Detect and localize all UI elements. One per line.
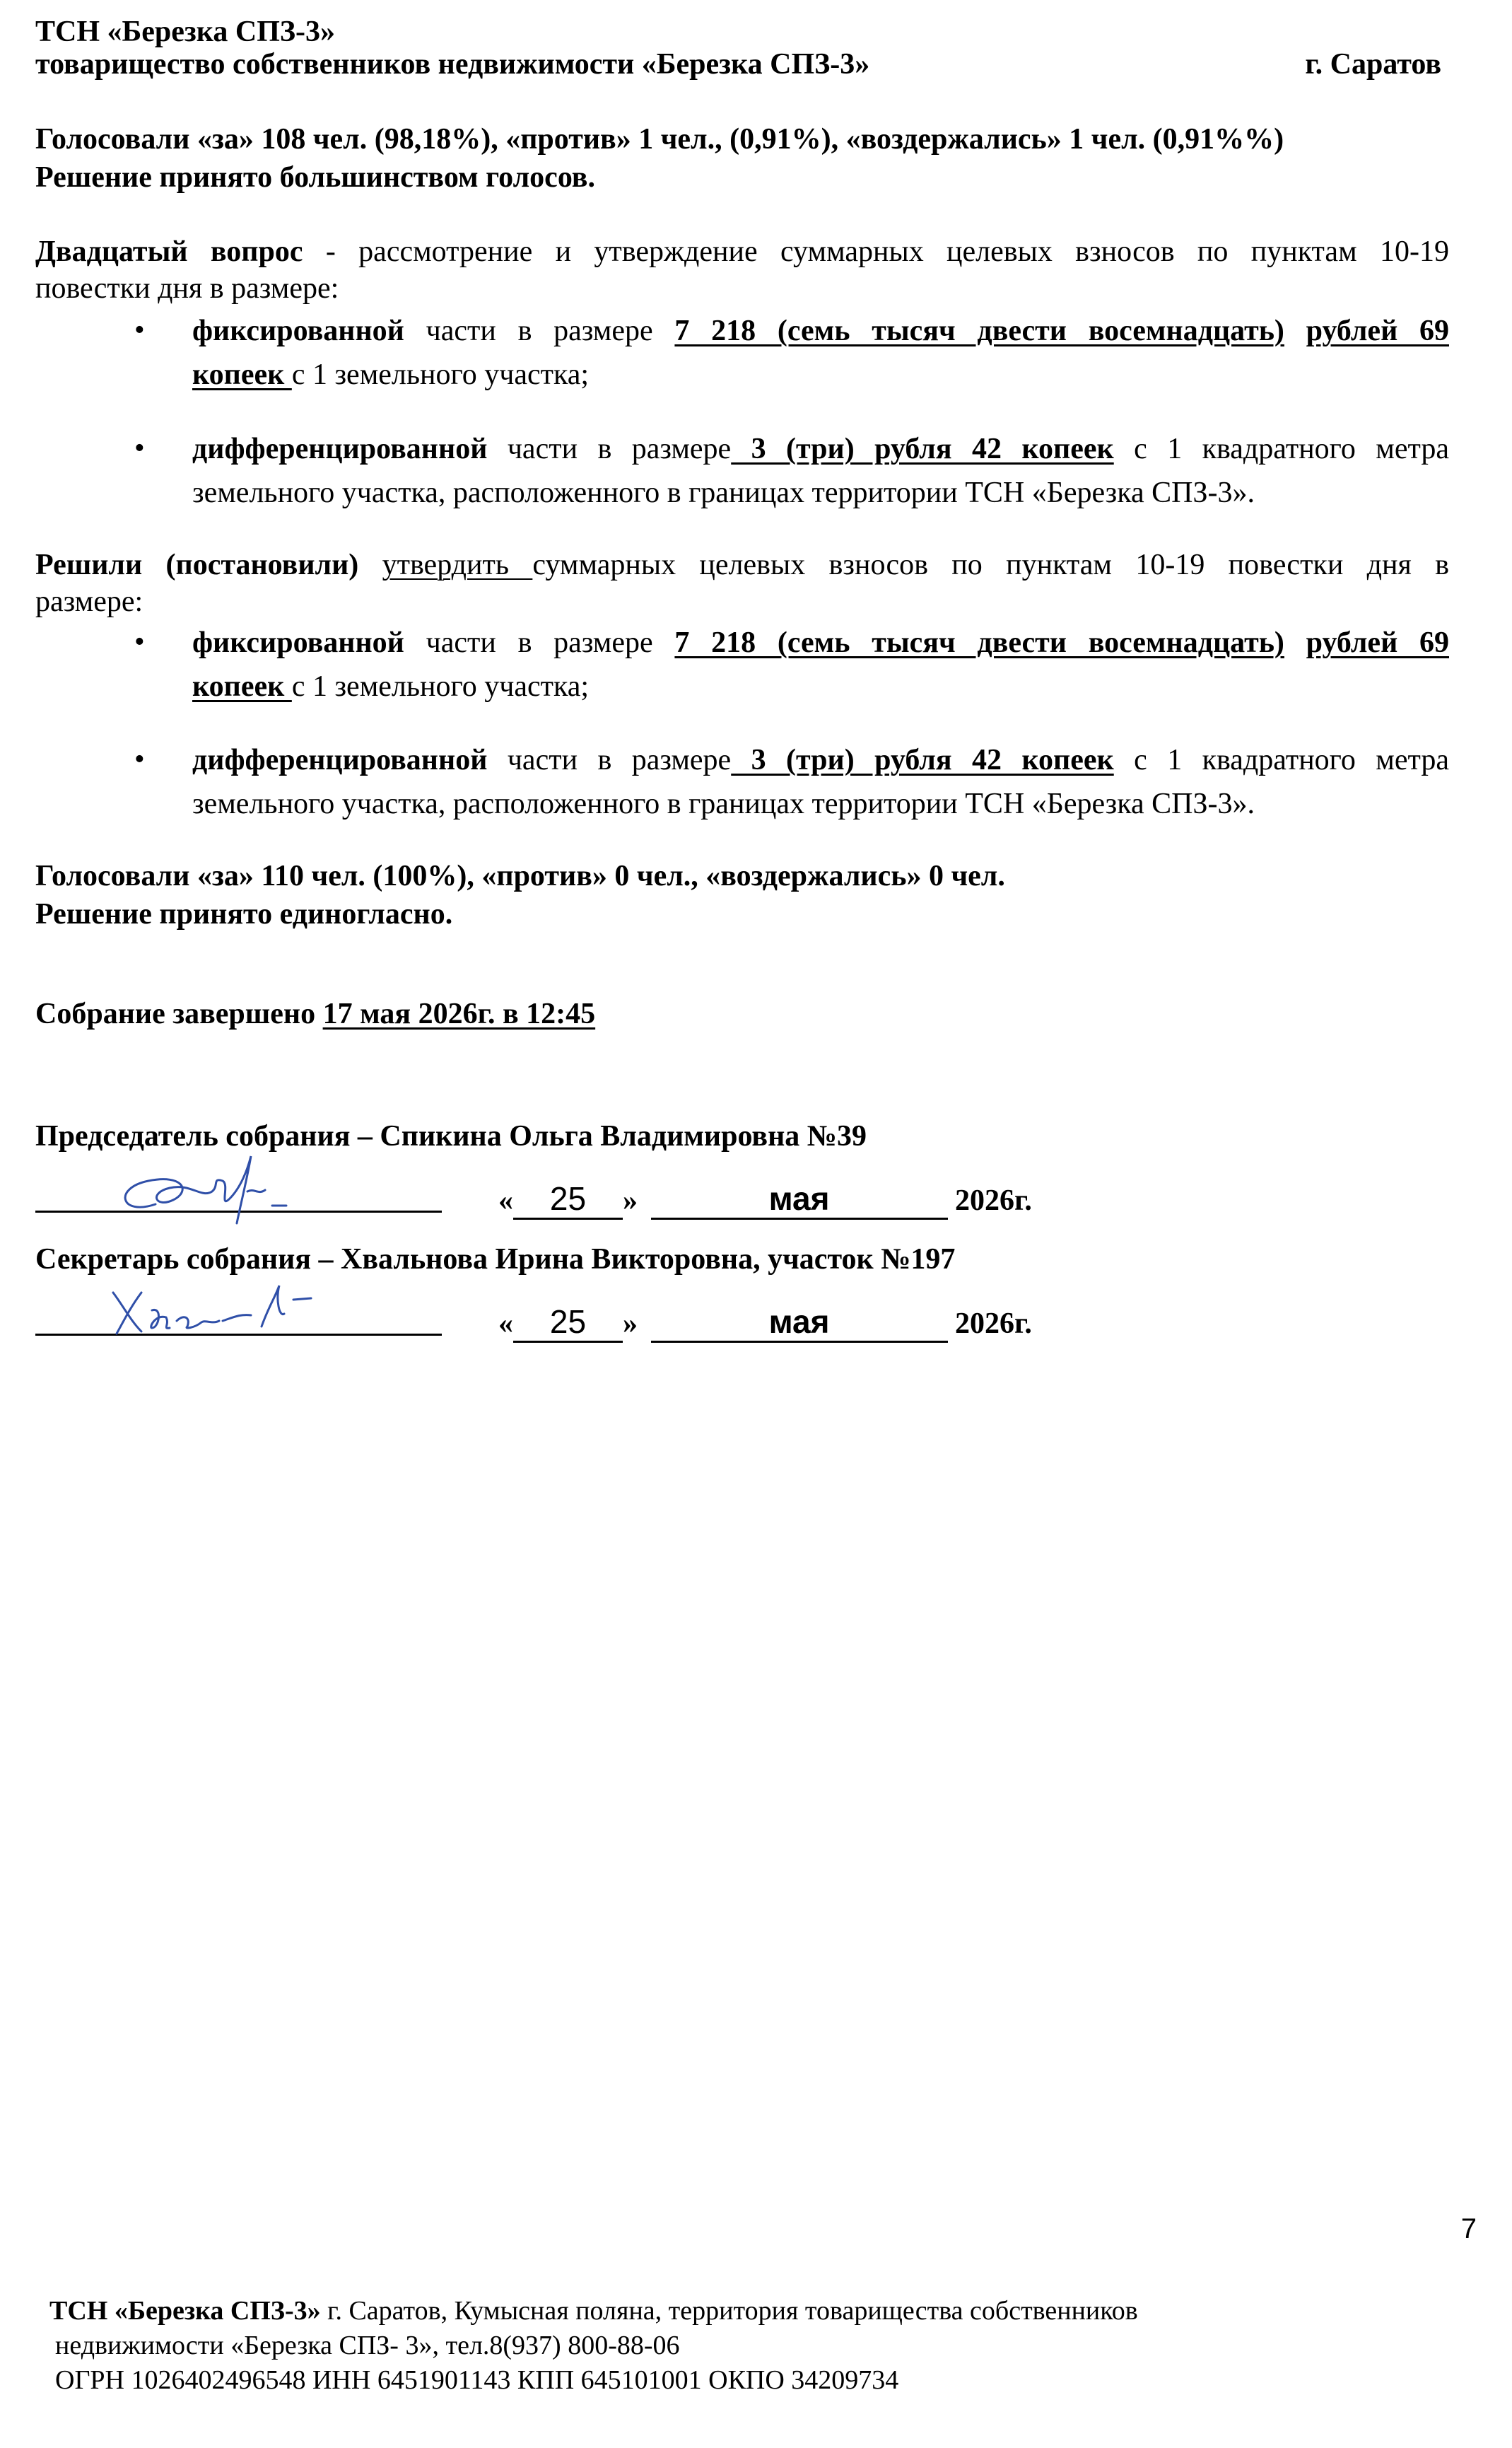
bullet-marker: • [134, 626, 145, 658]
quote-close: » [623, 1184, 638, 1217]
decision-fixed-item [192, 621, 1449, 709]
chairman-signature-icon [106, 1149, 304, 1227]
diff-amount: 3 (три) рубля 42 копеек [731, 433, 1114, 465]
vote1-line1: Голосовали «за» 108 чел. (98,18%), «против» 1 чел., (0,91%), «воздержались» 1 чел. (0,91%%) [35, 123, 1284, 156]
diff-tail: с 1 квадратного метра [1113, 433, 1449, 465]
bullet-marker: • [134, 432, 145, 465]
quote-open: « [498, 1307, 513, 1340]
secretary-signature-icon [99, 1278, 325, 1342]
chairman-year: 2026г. [947, 1184, 1032, 1217]
header-org-full: товарищество собственников недвижимости «Березка СПЗ-3» [35, 48, 870, 81]
question-fixed-item [192, 309, 1449, 397]
secretary-year: 2026г. [947, 1307, 1032, 1340]
vote2-line2: Решение принято единогласно. [35, 898, 453, 931]
secretary-month: мая [651, 1302, 948, 1343]
fixed-kop: копеек [192, 359, 292, 391]
vote1-line2: Решение принято большинством голосов. [35, 161, 595, 194]
fixed-rub: рублей 69 [1306, 315, 1449, 347]
footer-org: ТСН «Березка СПЗ-3» [49, 2296, 321, 2326]
fixed-rub: рублей 69 [1306, 626, 1449, 659]
secretary-title: Секретарь собрания – Хвальнова Ирина Викторовна, участок №197 [35, 1243, 956, 1276]
question-text-line2: повестки дня в размере: [35, 272, 339, 305]
decision-label: Решили (постановили) [35, 549, 359, 581]
fixed-amount: 7 218 (семь тысяч двести восемнадцать) [674, 315, 1284, 347]
footer-line1-rest: г. Саратов, Кумысная поляна, территория товарищества собственников [320, 2296, 1138, 2326]
diff-label: дифференцированной [192, 433, 488, 465]
decision-text-line1: суммарных целевых взносов по пунктам 10-19 повестки дня в [532, 549, 1449, 581]
diff-tail: с 1 квадратного метра [1113, 744, 1449, 776]
diff-mid: части в размере [487, 744, 732, 776]
question-text-line1: - рассмотрение и утверждение суммарных целевых взносов по пунктам 10-19 [303, 235, 1449, 268]
decision-verb: утвердить [382, 549, 533, 581]
closing-line [35, 995, 595, 1033]
diff-amount: 3 (три) рубля 42 копеек [731, 744, 1114, 776]
quote-close: » [623, 1307, 638, 1340]
chairman-title: Председатель собрания – Спикина Ольга Владимировна №39 [35, 1120, 867, 1153]
fixed-mid: части в размере [404, 315, 675, 347]
decision-diff-item [192, 738, 1449, 826]
closing-label: Собрание завершено [35, 998, 323, 1030]
decision-text-line2: размере: [35, 585, 143, 618]
fixed-tail: с 1 земельного участка; [291, 359, 590, 391]
chairman-month: мая [651, 1179, 948, 1220]
question-title: Двадцатый вопрос [35, 235, 303, 268]
footer-line3: ОГРН 1026402496548 ИНН 6451901143 КПП 645101001 ОКПО 34209734 [55, 2365, 899, 2395]
header-city: г. Саратов [1305, 48, 1441, 81]
footer-line2: недвижимости «Березка СПЗ- 3», тел.8(937) 800-88-06 [55, 2331, 680, 2360]
fixed-kop: копеек [192, 670, 292, 703]
decision-line1 [35, 543, 1449, 587]
chairman-day: 25 [513, 1179, 623, 1220]
footer-line1 [49, 2295, 1138, 2327]
vote2-line1: Голосовали «за» 110 чел. (100%), «против» 0 чел., «воздержались» 0 чел. [35, 860, 1005, 892]
header-org-short: ТСН «Березка СПЗ-3» [35, 16, 336, 48]
fixed-label: фиксированной [192, 315, 404, 347]
diff-line2: земельного участка, расположенного в границах территории ТСН «Березка СПЗ-3». [192, 477, 1255, 509]
question-diff-item [192, 427, 1449, 515]
page-number: 7 [1460, 2213, 1477, 2244]
bullet-marker: • [134, 314, 145, 346]
fixed-amount: 7 218 (семь тысяч двести восемнадцать) [674, 626, 1284, 659]
diff-mid: части в размере [487, 433, 732, 465]
fixed-mid: части в размере [404, 626, 675, 659]
fixed-label: фиксированной [192, 626, 404, 659]
bullet-marker: • [134, 743, 145, 776]
diff-line2: земельного участка, расположенного в границах территории ТСН «Березка СПЗ-3». [192, 788, 1255, 820]
secretary-date [498, 1302, 1032, 1343]
question-line1 [35, 231, 1449, 273]
fixed-tail: с 1 земельного участка; [291, 670, 590, 703]
secretary-day: 25 [513, 1302, 623, 1343]
diff-label: дифференцированной [192, 744, 488, 776]
chairman-date [498, 1179, 1032, 1220]
quote-open: « [498, 1184, 513, 1217]
closing-datetime: 17 мая 2026г. в 12:45 [322, 998, 596, 1030]
